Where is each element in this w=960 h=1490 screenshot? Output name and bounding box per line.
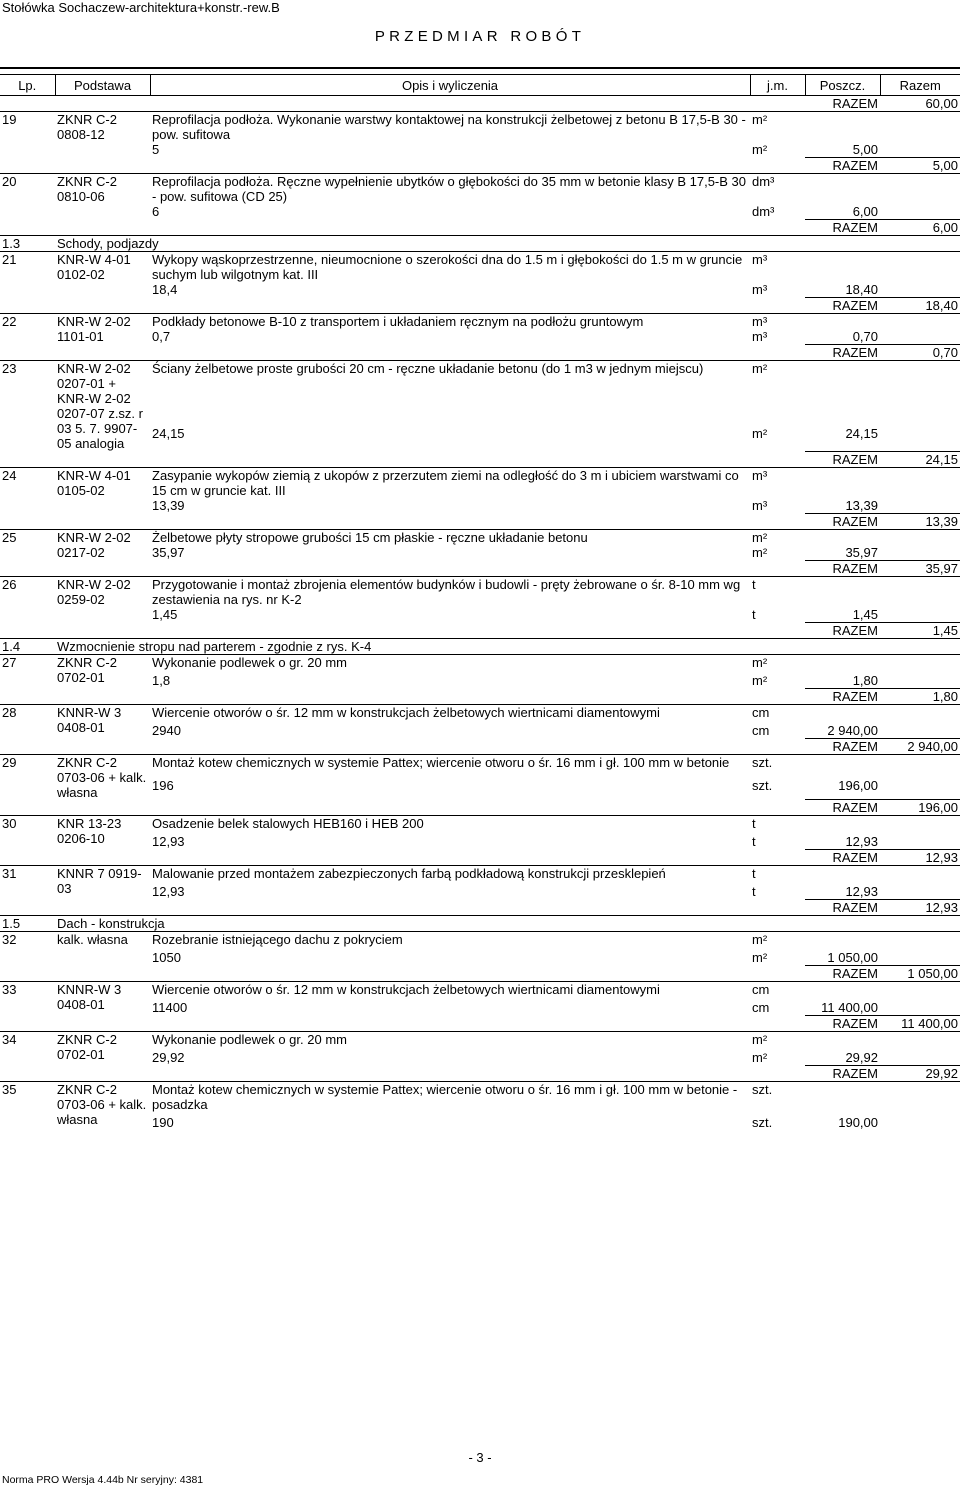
item-calculation: 6 bbox=[152, 204, 160, 219]
item-qty-empty bbox=[805, 467, 880, 498]
item-unit: t bbox=[752, 866, 756, 881]
razem-value: 12,93 bbox=[880, 850, 960, 866]
item-quantity: 1,80 bbox=[852, 672, 878, 688]
item-qty-empty bbox=[805, 1032, 880, 1048]
item-calc-unit: m² bbox=[752, 1050, 768, 1065]
item-quantity: 2 940,00 bbox=[827, 722, 878, 738]
item-unit: m² bbox=[752, 361, 768, 376]
item-base: KNR-W 2-02 0217-02 bbox=[57, 529, 131, 560]
item-total-row bbox=[0, 800, 960, 816]
item-calc-total-empty bbox=[880, 498, 960, 514]
table-header-row bbox=[0, 75, 960, 96]
item-description: Montaż kotew chemicznych w systemie Pattex; wiercenie otworu o śr. 16 mm i gł. 100 mm w betonie - posadzka bbox=[152, 1082, 738, 1112]
item-description: Reprofilacja podłoża. Ręczne wypełnienie ubytków o głębokości do 35 mm w betonie klasy B 17,5-B 30 - pow. sufitowa (CD 25) bbox=[152, 174, 746, 204]
item-base: ZKNR C-2 0703-06 + kalk. własna bbox=[57, 1082, 147, 1127]
razem-value: 1,80 bbox=[880, 688, 960, 704]
item-quantity: 29,92 bbox=[845, 1050, 878, 1065]
item-calc-unit: cm bbox=[752, 1000, 770, 1015]
item-total-empty bbox=[880, 816, 960, 832]
item-qty-empty bbox=[805, 654, 880, 670]
item-lp: 24 bbox=[2, 467, 17, 483]
razem-blank bbox=[0, 451, 805, 467]
footer-software: Norma PRO Wersja 4.44b Nr seryjny: 4381 bbox=[2, 1474, 204, 1486]
razem-label: RAZEM bbox=[805, 560, 880, 576]
item-unit: dm³ bbox=[752, 174, 775, 189]
item-quantity: 1 050,00 bbox=[827, 950, 878, 965]
razem-blank bbox=[0, 688, 805, 704]
item-calculation: 12,93 bbox=[152, 834, 185, 849]
item-base: KNNR-W 3 0408-01 bbox=[57, 982, 122, 1012]
item-row bbox=[0, 529, 960, 545]
item-total-empty bbox=[880, 866, 960, 882]
section-title: Schody, podjazdy bbox=[55, 236, 960, 252]
item-total-row bbox=[0, 451, 960, 467]
razem-label: RAZEM bbox=[805, 1066, 880, 1082]
item-calc-total-empty bbox=[880, 426, 960, 451]
item-qty-empty bbox=[805, 314, 880, 330]
item-lp: 27 bbox=[2, 654, 17, 670]
item-description: Wiercenie otworów o śr. 12 mm w konstrukcjach żelbetowych wiertnicami diamentowymi bbox=[152, 982, 660, 997]
item-qty-empty bbox=[805, 252, 880, 283]
item-calc-total-empty bbox=[880, 329, 960, 345]
item-calc-unit: m² bbox=[752, 950, 768, 965]
item-qty-empty bbox=[805, 361, 880, 386]
item-lp: 30 bbox=[2, 816, 17, 831]
section-title: Dach - konstrukcja bbox=[55, 916, 960, 932]
item-calculation: 5 bbox=[152, 142, 160, 157]
item-total-empty bbox=[880, 1082, 960, 1113]
item-qty-empty bbox=[805, 754, 880, 775]
razem-label: RAZEM bbox=[805, 96, 880, 112]
item-row bbox=[0, 654, 960, 670]
item-description: Przygotowanie i montaż zbrojenia elementów budynków i budowli - pręty żebrowane o śr. 8-10 mm wg zestawienia na rys. nr K-2 bbox=[152, 576, 741, 607]
razem-blank bbox=[0, 158, 805, 174]
item-row bbox=[0, 467, 960, 498]
razem-value: 18,40 bbox=[880, 298, 960, 314]
item-row bbox=[0, 174, 960, 205]
item-base: kalk. własna bbox=[57, 932, 128, 947]
item-description: Wykonanie podlewek o gr. 20 mm bbox=[152, 654, 347, 670]
item-lp: 31 bbox=[2, 866, 17, 881]
item-total-empty bbox=[880, 704, 960, 720]
item-calc-unit: m² bbox=[752, 142, 768, 157]
item-unit: cm bbox=[752, 704, 770, 720]
item-base: KNR-W 4-01 0102-02 bbox=[57, 252, 131, 282]
item-base: KNR 13-23 0206-10 bbox=[57, 816, 122, 846]
item-calc-unit: t bbox=[752, 606, 756, 622]
razem-value: 196,00 bbox=[880, 800, 960, 816]
item-base: KNR-W 2-02 1101-01 bbox=[57, 314, 131, 344]
item-quantity: 11 400,00 bbox=[821, 1000, 878, 1015]
item-quantity: 1,45 bbox=[852, 606, 878, 622]
item-calc-total-empty bbox=[880, 1000, 960, 1016]
item-calculation: 196 bbox=[152, 778, 174, 794]
item-description: Malowanie przed montażem zabezpieczonych farbą podkładową konstrukcji przesklepień bbox=[152, 866, 666, 881]
item-base: ZKNR C-2 0702-01 bbox=[57, 1032, 117, 1062]
item-description: Wykonanie podlewek o gr. 20 mm bbox=[152, 1032, 347, 1047]
item-calc-unit: m³ bbox=[752, 329, 768, 344]
item-quantity: 12,93 bbox=[845, 884, 878, 899]
razem-label: RAZEM bbox=[805, 451, 880, 467]
razem-label: RAZEM bbox=[805, 345, 880, 361]
item-total-row bbox=[0, 688, 960, 704]
item-calculation: 11400 bbox=[152, 1000, 188, 1015]
item-lp: 28 bbox=[2, 704, 17, 720]
razem-value: 1,45 bbox=[880, 622, 960, 638]
razem-blank bbox=[0, 1066, 805, 1082]
item-quantity: 24,15 bbox=[845, 425, 878, 441]
razem-value: 29,92 bbox=[880, 1066, 960, 1082]
item-total-row bbox=[0, 345, 960, 361]
item-description: Ściany żelbetowe proste grubości 20 cm - ręczne układanie betonu (do 1 m3 w jednym miejscu) bbox=[152, 361, 704, 376]
item-description: Osadzenie belek stalowych HEB160 i HEB 200 bbox=[152, 816, 424, 831]
item-total-row bbox=[0, 298, 960, 314]
item-total-row bbox=[0, 900, 960, 916]
item-total-row bbox=[0, 220, 960, 236]
item-description: Reprofilacja podłoża. Wykonanie warstwy kontaktowej na konstrukcji żelbetowej z betonu B 17,5-B 30 - pow. sufitowa bbox=[152, 112, 746, 142]
razem-label: RAZEM bbox=[805, 800, 880, 816]
item-lp: 22 bbox=[2, 314, 17, 329]
razem-value: 24,15 bbox=[880, 451, 960, 467]
item-total-empty bbox=[880, 654, 960, 670]
item-row bbox=[0, 1082, 960, 1113]
item-description: Montaż kotew chemicznych w systemie Pattex; wiercenie otworu o śr. 16 mm i gł. 100 mm w betonie bbox=[152, 754, 730, 770]
razem-value: 1 050,00 bbox=[880, 966, 960, 982]
item-calc-unit: cm bbox=[752, 722, 770, 738]
item-calc-total-empty bbox=[880, 778, 960, 799]
item-calc-total-empty bbox=[880, 282, 960, 298]
item-calc-total-empty bbox=[880, 950, 960, 966]
item-base: KNNR 7 0919-03 bbox=[57, 866, 142, 896]
razem-blank bbox=[0, 966, 805, 982]
item-total-empty bbox=[880, 252, 960, 283]
item-total-row bbox=[0, 1066, 960, 1082]
item-quantity: 190,00 bbox=[838, 1115, 878, 1130]
item-calc-unit: m² bbox=[752, 544, 768, 560]
item-lp: 26 bbox=[2, 576, 17, 592]
item-total-empty bbox=[880, 754, 960, 775]
item-calc-unit: szt. bbox=[752, 778, 773, 794]
item-calc-unit: m³ bbox=[752, 497, 768, 513]
item-unit: m² bbox=[752, 112, 768, 127]
item-unit: m² bbox=[752, 529, 768, 545]
col-header-unit: j.m. bbox=[750, 75, 805, 96]
item-calc-total-empty bbox=[880, 204, 960, 220]
razem-value: 2 940,00 bbox=[880, 738, 960, 754]
item-unit: t bbox=[752, 576, 756, 592]
col-header-desc: Opis i wyliczenia bbox=[150, 75, 750, 96]
item-calc-total-empty bbox=[880, 834, 960, 850]
item-base: ZKNR C-2 0703-06 + kalk. własna bbox=[57, 754, 147, 800]
item-base: ZKNR C-2 0808-12 bbox=[57, 112, 117, 142]
col-header-base: Podstawa bbox=[55, 75, 150, 96]
razem-label: RAZEM bbox=[805, 158, 880, 174]
item-calc-unit: t bbox=[752, 834, 756, 849]
razem-label: RAZEM bbox=[805, 220, 880, 236]
item-lp: 33 bbox=[2, 982, 17, 997]
section-header-row bbox=[0, 236, 960, 252]
spacer-cell bbox=[150, 386, 960, 426]
section-number: 1.4 bbox=[0, 638, 55, 654]
razem-blank bbox=[0, 345, 805, 361]
item-row bbox=[0, 816, 960, 832]
razem-value: 11 400,00 bbox=[880, 1016, 960, 1032]
item-calculation: 1050 bbox=[152, 950, 181, 965]
item-qty-empty bbox=[805, 816, 880, 832]
item-unit: cm bbox=[752, 982, 770, 997]
item-calc-total-empty bbox=[880, 142, 960, 158]
item-quantity: 6,00 bbox=[852, 204, 878, 219]
razem-label: RAZEM bbox=[805, 1016, 880, 1032]
item-total-row bbox=[0, 622, 960, 638]
razem-value: 0,70 bbox=[880, 345, 960, 361]
item-total-empty bbox=[880, 576, 960, 607]
item-calc-total-empty bbox=[880, 884, 960, 900]
item-total-empty bbox=[880, 314, 960, 330]
razem-blank bbox=[0, 220, 805, 236]
razem-blank bbox=[0, 560, 805, 576]
item-qty-empty bbox=[805, 982, 880, 998]
item-unit: m² bbox=[752, 932, 768, 947]
item-row bbox=[0, 314, 960, 330]
razem-label: RAZEM bbox=[805, 966, 880, 982]
item-lp: 34 bbox=[2, 1032, 17, 1047]
item-calc-total-empty bbox=[880, 607, 960, 623]
razem-label: RAZEM bbox=[805, 738, 880, 754]
col-header-total: Razem bbox=[880, 75, 960, 96]
item-qty-empty bbox=[805, 529, 880, 545]
razem-value: 13,39 bbox=[880, 513, 960, 529]
razem-value: 5,00 bbox=[880, 158, 960, 174]
item-total-empty bbox=[880, 361, 960, 386]
item-quantity: 18,40 bbox=[845, 282, 878, 297]
item-lp: 35 bbox=[2, 1082, 17, 1097]
item-total-empty bbox=[880, 174, 960, 205]
item-calculation: 35,97 bbox=[152, 544, 185, 560]
item-calculation: 190 bbox=[152, 1115, 174, 1130]
razem-blank bbox=[0, 298, 805, 314]
razem-blank bbox=[0, 622, 805, 638]
item-total-row bbox=[0, 738, 960, 754]
item-description: Zasypanie wykopów ziemią z ukopów z przerzutem ziemi na odległość do 3 m i ubiciem warstwami co 15 cm w gruncie kat. III bbox=[152, 467, 739, 498]
item-calculation: 1,8 bbox=[152, 672, 171, 688]
item-calc-unit: dm³ bbox=[752, 204, 775, 219]
item-total-empty bbox=[880, 112, 960, 143]
item-total-empty bbox=[880, 1032, 960, 1048]
item-calc-total-empty bbox=[880, 545, 960, 561]
item-row bbox=[0, 112, 960, 143]
razem-value: 12,93 bbox=[880, 900, 960, 916]
item-quantity: 35,97 bbox=[845, 544, 878, 560]
item-lp: 19 bbox=[2, 112, 17, 127]
item-description: Rozebranie istniejącego dachu z pokryciem bbox=[152, 932, 403, 947]
item-qty-empty bbox=[805, 174, 880, 205]
razem-value: 60,00 bbox=[880, 96, 960, 112]
item-total-row bbox=[0, 966, 960, 982]
cost-estimate-table bbox=[0, 74, 960, 1130]
item-unit: m³ bbox=[752, 314, 768, 329]
item-unit: t bbox=[752, 816, 756, 831]
item-unit: m² bbox=[752, 1032, 768, 1047]
header-divider bbox=[0, 67, 960, 69]
item-quantity: 196,00 bbox=[838, 778, 878, 794]
item-calc-total-empty bbox=[880, 673, 960, 689]
item-total-empty bbox=[880, 932, 960, 948]
razem-label: RAZEM bbox=[805, 850, 880, 866]
item-unit: szt. bbox=[752, 754, 773, 770]
razem-label: RAZEM bbox=[805, 298, 880, 314]
item-calculation: 24,15 bbox=[152, 425, 185, 441]
item-total-empty bbox=[880, 529, 960, 545]
section-number: 1.5 bbox=[0, 916, 55, 932]
razem-value: 35,97 bbox=[880, 560, 960, 576]
razem-blank bbox=[0, 738, 805, 754]
item-calc-unit: m² bbox=[752, 425, 768, 441]
item-calculation: 0,7 bbox=[152, 329, 171, 344]
razem-blank bbox=[0, 900, 805, 916]
item-calculation: 1,45 bbox=[152, 606, 178, 622]
item-total-row bbox=[0, 560, 960, 576]
item-base: ZKNR C-2 0810-06 bbox=[57, 174, 117, 204]
razem-blank bbox=[0, 1016, 805, 1032]
item-description: Wykopy wąskoprzestrzenne, nieumocnione o szerokości dna do 1.5 m i głębokości do 1.5 m w gruncie suchym lub wilgotnym kat. III bbox=[152, 252, 743, 282]
col-header-qty: Poszcz. bbox=[805, 75, 880, 96]
item-calc-unit: t bbox=[752, 884, 756, 899]
item-qty-empty bbox=[805, 704, 880, 720]
item-row bbox=[0, 704, 960, 720]
item-row bbox=[0, 866, 960, 882]
item-row bbox=[0, 754, 960, 775]
item-calculation: 29,92 bbox=[152, 1050, 185, 1065]
item-base: KNR-W 2-02 0207-01 + KNR-W 2-02 0207-07 z.sz. r 03 5. 7. 9907-05 analogia bbox=[57, 361, 143, 451]
item-calc-unit: szt. bbox=[752, 1115, 773, 1130]
item-lp: 32 bbox=[2, 932, 17, 947]
item-qty-empty bbox=[805, 1082, 880, 1113]
item-unit: m² bbox=[752, 654, 768, 670]
item-qty-empty bbox=[805, 932, 880, 948]
section-number: 1.3 bbox=[0, 236, 55, 252]
razem-blank bbox=[0, 800, 805, 816]
item-calc-total-empty bbox=[880, 1050, 960, 1066]
item-lp: 23 bbox=[2, 361, 17, 376]
file-title: Stołówka Sochaczew-architektura+konstr.-rew.B bbox=[2, 0, 280, 15]
item-total-empty bbox=[880, 467, 960, 498]
item-calculation: 13,39 bbox=[152, 497, 185, 513]
item-row bbox=[0, 1032, 960, 1048]
razem-label: RAZEM bbox=[805, 513, 880, 529]
item-quantity: 0,70 bbox=[852, 329, 878, 344]
col-header-lp: Lp. bbox=[0, 75, 55, 96]
item-calculation: 18,4 bbox=[152, 282, 178, 297]
item-row bbox=[0, 982, 960, 998]
item-quantity: 12,93 bbox=[845, 834, 878, 849]
item-lp: 29 bbox=[2, 754, 17, 770]
item-row bbox=[0, 252, 960, 283]
item-qty-empty bbox=[805, 576, 880, 607]
item-calculation: 2940 bbox=[152, 722, 181, 738]
razem-label: RAZEM bbox=[805, 900, 880, 916]
item-qty-empty bbox=[805, 112, 880, 143]
item-description: Żelbetowe płyty stropowe grubości 15 cm płaskie - ręczne układanie betonu bbox=[152, 529, 588, 545]
item-quantity: 13,39 bbox=[845, 497, 878, 513]
item-lp: 20 bbox=[2, 174, 17, 189]
razem-label: RAZEM bbox=[805, 688, 880, 704]
item-row bbox=[0, 576, 960, 607]
razem-blank bbox=[0, 513, 805, 529]
item-total-row bbox=[0, 513, 960, 529]
item-total-row bbox=[0, 850, 960, 866]
razem-blank bbox=[0, 850, 805, 866]
item-qty-empty bbox=[805, 866, 880, 882]
item-base: KNR-W 2-02 0259-02 bbox=[57, 576, 131, 607]
item-row bbox=[0, 361, 960, 386]
item-total-row bbox=[0, 158, 960, 174]
item-calc-total-empty bbox=[880, 1115, 960, 1130]
section-title: Wzmocnienie stropu nad parterem - zgodnie z rys. K-4 bbox=[55, 638, 960, 654]
razem-value: 6,00 bbox=[880, 220, 960, 236]
item-base: KNR-W 4-01 0105-02 bbox=[57, 467, 131, 498]
item-row bbox=[0, 932, 960, 948]
item-base: ZKNR C-2 0702-01 bbox=[57, 654, 117, 685]
item-lp: 21 bbox=[2, 252, 17, 267]
item-calc-unit: m³ bbox=[752, 282, 768, 297]
item-total-empty bbox=[880, 982, 960, 998]
item-calc-unit: m² bbox=[752, 672, 768, 688]
item-unit: m³ bbox=[752, 252, 768, 267]
item-calc-total-empty bbox=[880, 723, 960, 739]
item-description: Wiercenie otworów o śr. 12 mm w konstrukcjach żelbetowych wiertnicami diamentowymi bbox=[152, 704, 660, 720]
item-calculation: 12,93 bbox=[152, 884, 185, 899]
document-title: PRZEDMIAR ROBÓT bbox=[374, 28, 586, 45]
section-header-row bbox=[0, 638, 960, 654]
razem-label: RAZEM bbox=[805, 622, 880, 638]
section-header-row bbox=[0, 916, 960, 932]
item-unit: m³ bbox=[752, 467, 768, 483]
item-lp: 25 bbox=[2, 529, 17, 545]
item-description: Podkłady betonowe B-10 z transportem i układaniem ręcznym na podłożu gruntowym bbox=[152, 314, 644, 329]
item-total-row bbox=[0, 1016, 960, 1032]
carried-total-row bbox=[0, 96, 960, 112]
item-unit: szt. bbox=[752, 1082, 773, 1097]
item-quantity: 5,00 bbox=[852, 142, 878, 157]
item-base: KNNR-W 3 0408-01 bbox=[57, 704, 122, 735]
page-number: - 3 - bbox=[468, 1450, 492, 1465]
